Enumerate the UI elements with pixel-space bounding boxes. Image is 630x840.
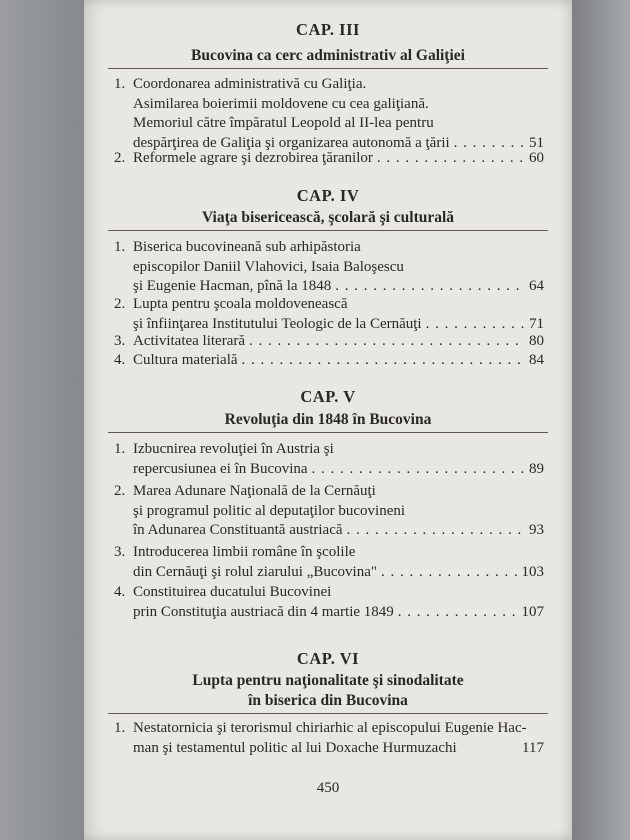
entry-line: despărţirea de Galiţia şi organizarea autonomă a ţării (133, 134, 450, 151)
entry-line: Introducerea limbii române în şcolile (133, 544, 356, 560)
chapter-heading: CAP. III (296, 20, 360, 39)
page-number: 80 (529, 333, 544, 349)
entry-line: man şi testamentul politic al lui Doxache Hurmuzachi (133, 739, 457, 756)
entry-line: şi Eugenie Hacman, pînă la 1848 (133, 278, 332, 294)
entry-line: Lupta pentru şcoala moldovenească (133, 296, 348, 312)
entry-number: 1. (114, 720, 126, 736)
book-page (84, 0, 572, 840)
dot-leader (249, 332, 525, 352)
dot-leader (335, 277, 525, 297)
chapter-heading: CAP. IV (296, 186, 360, 205)
entry-line: Coordonarea administrativă cu Galiţia. (133, 76, 367, 92)
entry-line: Biserica bucovineană sub arhipăstoria (133, 239, 361, 255)
entry-line: prin Constituţia austriacă din 4 martie 1849 (133, 603, 394, 620)
entry-line: Constituirea ducatului Bucovinei (133, 584, 332, 600)
entry-number: 2. (114, 150, 126, 166)
book-gutter-left (0, 0, 84, 840)
entry-line: Cultura materială (133, 352, 238, 368)
page-number: 89 (529, 460, 544, 477)
entry-line: Marea Adunare Naţională de la Cernăuţi (133, 483, 376, 499)
chapter-title: Bucovina ca cerc administrativ al Galiţiei (191, 47, 465, 64)
dot-leader (381, 563, 518, 583)
page-number: 93 (529, 522, 544, 538)
page-number: 60 (529, 150, 544, 166)
page-number: 103 (521, 563, 544, 580)
entry-line: în Adunarea Constituantă austriacă (133, 522, 343, 538)
entry-line: Nestatornicia şi terorismul chiriarhic al episcopului Eugenie Hac- (133, 720, 527, 736)
chapter-title: Viaţa bisericească, şcolară şi culturală (201, 209, 455, 226)
page-number: 107 (521, 603, 544, 620)
divider (108, 230, 548, 231)
dot-leader (377, 149, 525, 169)
entry-number: 4. (114, 352, 126, 368)
page-number: 71 (529, 315, 544, 332)
divider (108, 713, 548, 714)
page-number: 117 (522, 739, 544, 756)
folio-page-number: 450 (316, 780, 340, 796)
entry-line: Izbucnirea revoluţiei în Austria şi (133, 441, 334, 457)
entry-line: din Cernăuţi şi rolul ziarului „Bucovina" (133, 563, 377, 580)
entry-number: 1. (114, 76, 126, 92)
entry-number: 3. (114, 544, 126, 560)
entry-number: 1. (114, 441, 126, 457)
entry-line: episcopilor Daniil Vlahovici, Isaia Baloşescu (133, 258, 404, 275)
entry-line: şi înfiinţarea Institutului Teologic de la Cernăuţi (133, 315, 422, 332)
page-number: 51 (529, 134, 544, 151)
divider (108, 432, 548, 433)
chapter-heading: CAP. VI (296, 649, 360, 668)
chapter-title: Revoluţia din 1848 în Bucovina (224, 411, 432, 428)
page-number: 84 (529, 352, 544, 368)
entry-number: 2. (114, 483, 126, 499)
entry-line: repercusiunea ei în Bucovina (133, 460, 308, 477)
dot-leader (398, 603, 518, 623)
dot-leader (312, 460, 525, 480)
entry-line: şi programul politic al deputaţilor bucovineni (133, 502, 406, 519)
entry-number: 3. (114, 333, 126, 349)
entry-line: Asimilarea boierimii moldovene cu cea galiţiană. (133, 95, 429, 112)
chapter-title: Lupta pentru naţionalitate şi sinodalitate (192, 672, 464, 689)
entry-line: Activitatea literară (133, 333, 246, 349)
entry-line: Memoriul către împăratul Leopold al II-lea pentru (133, 115, 434, 131)
dot-leader (347, 521, 525, 541)
entry-line: Reformele agrare şi dezrobirea ţăranilor (133, 150, 373, 166)
entry-number: 2. (114, 296, 126, 312)
chapter-heading: CAP. V (300, 387, 356, 406)
book-edge-right (572, 0, 630, 840)
entry-number: 4. (114, 584, 126, 600)
divider (108, 68, 548, 69)
page-number: 64 (529, 278, 544, 294)
dot-leader (242, 351, 525, 371)
chapter-title-line2: în biserica din Bucovina (248, 692, 408, 709)
entry-number: 1. (114, 239, 126, 255)
